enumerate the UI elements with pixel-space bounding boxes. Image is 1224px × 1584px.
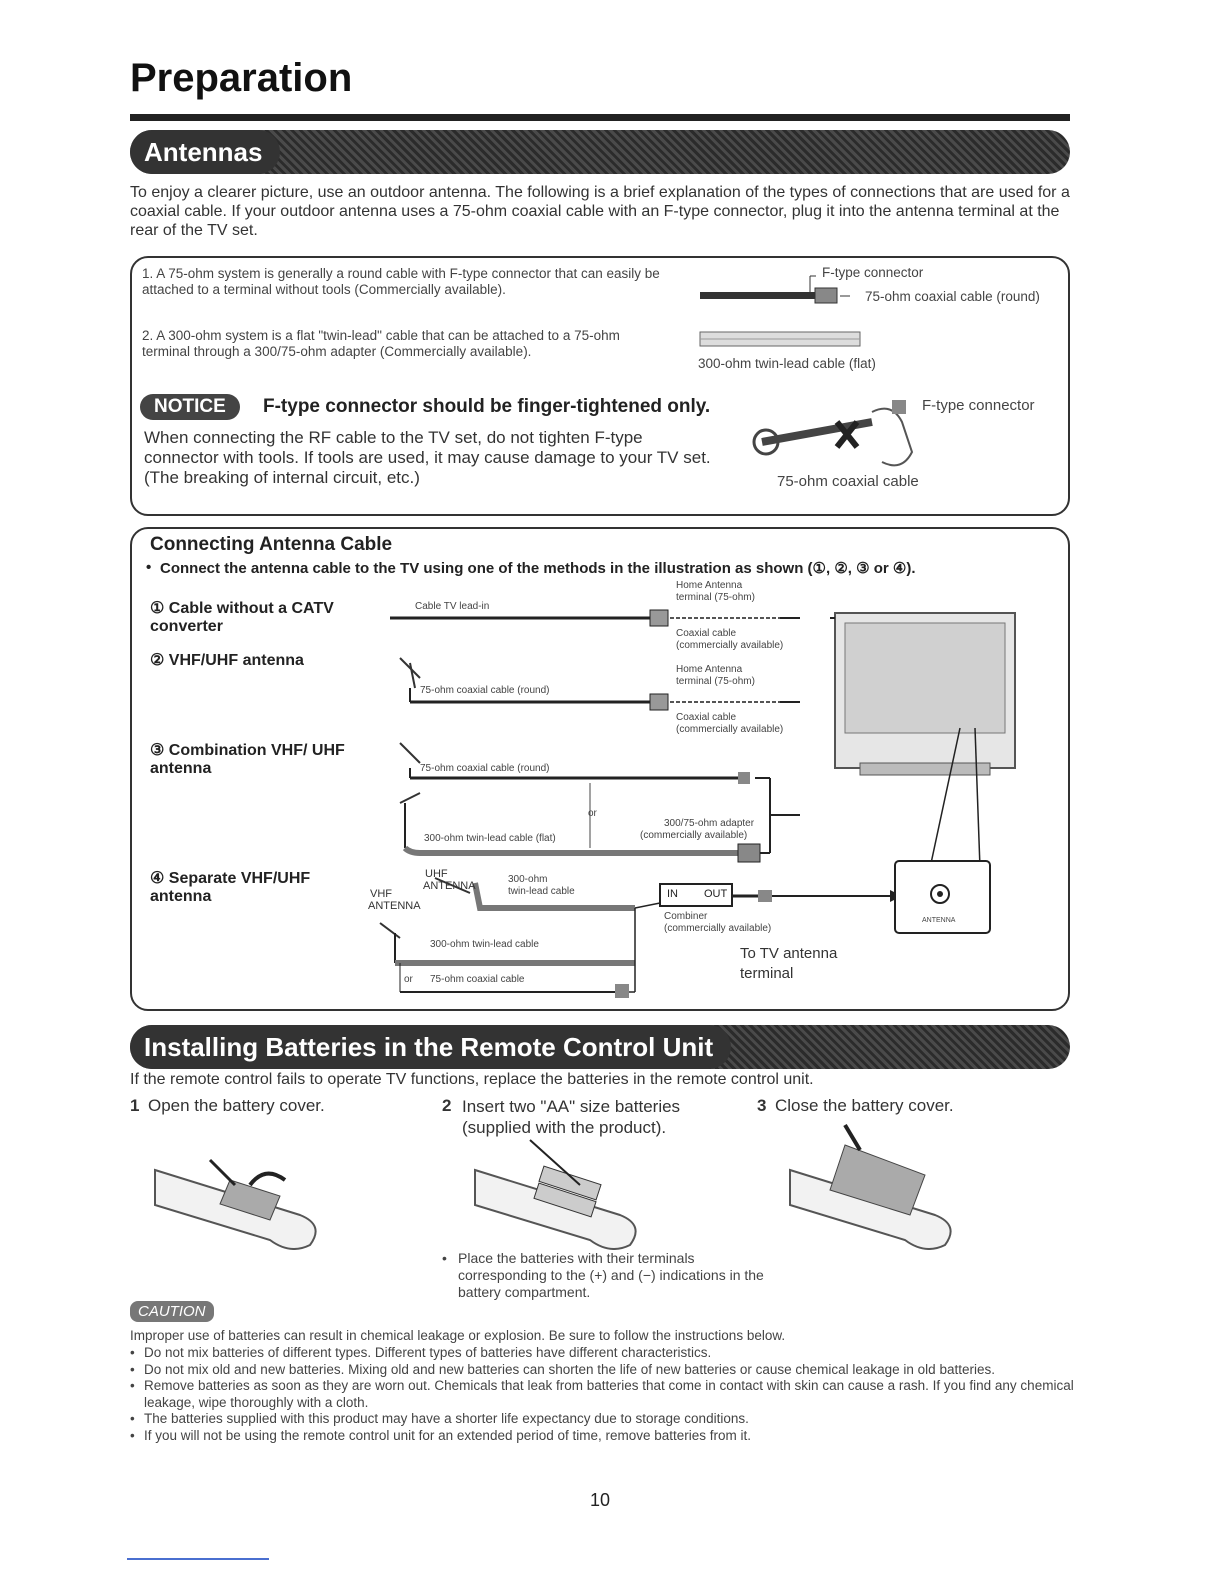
- batteries-intro: If the remote control fails to operate TV functions, replace the batteries in the remote control unit.: [130, 1071, 814, 1088]
- method-4-label: ④ Separate VHF/UHF antenna: [150, 870, 311, 905]
- notice-text: When connecting the RF cable to the TV set, do not tighten F-type connector with tools. If tools are used, it may cause damage to your TV set. (The breaking of internal circuit, etc.): [144, 428, 711, 487]
- d-twin-flat-3: 300-ohm twin-lead cable (flat): [424, 833, 556, 844]
- label-coax-round: 75-ohm coaxial cable (round): [865, 289, 1040, 304]
- title-rule: [130, 114, 1070, 121]
- caution-intro: Improper use of batteries can result in chemical leakage or explosion. Be sure to follow the instructions below.: [130, 1328, 786, 1343]
- notice-label-coax: 75-ohm coaxial cable: [777, 473, 919, 490]
- connecting-heading: Connecting Antenna Cable: [150, 534, 393, 555]
- d-coaxial-cable-1: Coaxial cable: [676, 628, 737, 639]
- caution-item: • Remove batteries as soon as they are worn out. Chemicals that leak from batteries that come in contact with skin can cause a rash. If you find any chemical leakage, wipe thoroughly with a cloth.: [130, 1378, 1075, 1411]
- d-twinlead: twin-lead cable: [508, 886, 575, 897]
- d-vhf-antenna: ANTENNA: [368, 900, 421, 912]
- d-home-antenna-1: Home Antenna: [676, 580, 743, 591]
- d-cable-tv-lead: Cable TV lead-in: [415, 601, 490, 612]
- method-2-label: ② VHF/UHF antenna: [150, 652, 304, 669]
- d-uhf: UHF: [425, 868, 448, 880]
- batteries-banner: [130, 1025, 1070, 1069]
- notice-title: F-type connector should be finger-tightened only.: [263, 396, 711, 417]
- d-combiner: Combiner: [664, 911, 708, 922]
- antennas-item-2: 2. A 300-ohm system is a flat "twin-lead" cable that can be attached to a 75-ohm terminal through a 300/75-ohm adapter (Commercially available).: [142, 328, 620, 359]
- batteries-heading: Installing Batteries in the Remote Control Unit: [130, 1025, 731, 1069]
- d-commercial-2: (commercially available): [676, 724, 784, 735]
- notice-label-ftype: F-type connector: [922, 397, 1035, 414]
- remote-step-1-illustration: [150, 1130, 330, 1250]
- antennas-banner: [130, 130, 1070, 174]
- d-terminal-2: terminal (75-ohm): [676, 676, 755, 687]
- d-coax-round-3: 75-ohm coaxial cable (round): [420, 763, 550, 774]
- remote-step-2-illustration: [470, 1130, 650, 1250]
- d-commercial-1: (commercially available): [676, 640, 784, 651]
- d-antenna-small: ANTENNA: [922, 917, 956, 924]
- caution-badge: CAUTION: [130, 1301, 214, 1322]
- step-3-number: 3: [757, 1096, 767, 1115]
- step-2-number: 2: [442, 1096, 452, 1115]
- connecting-instruction-bullet: •: [146, 559, 152, 576]
- method-3-label: ③ Combination VHF/ UHF antenna: [150, 742, 345, 777]
- footer-rule: [127, 1558, 269, 1560]
- page-number: 10: [590, 1490, 611, 1510]
- d-coaxial-cable-2: Coaxial cable: [676, 712, 737, 723]
- d-300-twinlead-4: 300-ohm twin-lead cable: [430, 939, 539, 950]
- d-in: IN: [667, 888, 678, 900]
- d-terminal-1: terminal (75-ohm): [676, 592, 755, 603]
- d-home-antenna-2: Home Antenna: [676, 664, 743, 675]
- d-to-tv: To TV antenna terminal: [740, 945, 838, 982]
- caution-list: [130, 1345, 1075, 1444]
- step-1-text: Open the battery cover.: [148, 1096, 325, 1115]
- caution-item: • The batteries supplied with this product may have a shorter life expectancy due to storage conditions.: [130, 1411, 1075, 1428]
- step-1-number: 1: [130, 1096, 140, 1115]
- d-out: OUT: [704, 888, 728, 900]
- wrench-illustration: [752, 392, 922, 482]
- label-twin-flat: 300-ohm twin-lead cable (flat): [698, 356, 876, 371]
- d-commercial-3: (commercially available): [640, 830, 748, 841]
- place-note-bullet: •: [442, 1250, 447, 1266]
- place-note: Place the batteries with their terminals corresponding to the (+) and (−) indications in the battery compartment.: [458, 1250, 764, 1300]
- d-or-3: or: [588, 808, 597, 819]
- d-coax-round-2: 75-ohm coaxial cable (round): [420, 685, 550, 696]
- remote-step-3-illustration: [785, 1120, 975, 1250]
- notice-badge: NOTICE: [140, 394, 240, 420]
- step-2-text: Insert two "AA" size batteries (supplied with the product).: [462, 1097, 681, 1137]
- connecting-instruction: Connect the antenna cable to the TV using one of the methods in the illustration as shown (①, ②, ③ or ④).: [160, 560, 916, 577]
- d-commercial-4: (commercially available): [664, 923, 772, 934]
- step-3-text: Close the battery cover.: [775, 1096, 954, 1115]
- caution-item: • Do not mix old and new batteries. Mixing old and new batteries can shorten the life of new batteries or cause chemical leakage in old batteries.: [130, 1362, 1075, 1379]
- d-75-coax-4: 75-ohm coaxial cable: [430, 974, 525, 985]
- caution-item: • If you will not be using the remote control unit for an extended period of time, remove batteries from it.: [130, 1428, 1075, 1445]
- method-1-label: ① Cable without a CATV converter: [150, 600, 334, 635]
- antennas-item-1: 1. A 75-ohm system is generally a round cable with F-type connector that can easily be attached to a terminal without tools (Commercially available).: [142, 266, 660, 297]
- d-300ohm: 300-ohm: [508, 874, 548, 885]
- caution-item: • Do not mix batteries of different types. Different types of batteries have different characteristics.: [130, 1345, 1075, 1362]
- label-ftype-connector: F-type connector: [822, 265, 924, 280]
- d-uhf-antenna: ANTENNA: [423, 880, 476, 892]
- page-title: Preparation: [130, 56, 353, 100]
- antennas-heading: Antennas: [130, 130, 280, 174]
- d-or-4: or: [404, 974, 413, 985]
- d-adapter: 300/75-ohm adapter: [664, 818, 755, 829]
- d-vhf: VHF: [370, 888, 392, 900]
- antennas-intro: To enjoy a clearer picture, use an outdoor antenna. The following is a brief explanation of the types of connections that are used for a coaxial cable. If your outdoor antenna uses a 75-ohm coaxial cable with an F-type connector, plug it into the antenna terminal at the rear of the TV set.: [130, 184, 1070, 239]
